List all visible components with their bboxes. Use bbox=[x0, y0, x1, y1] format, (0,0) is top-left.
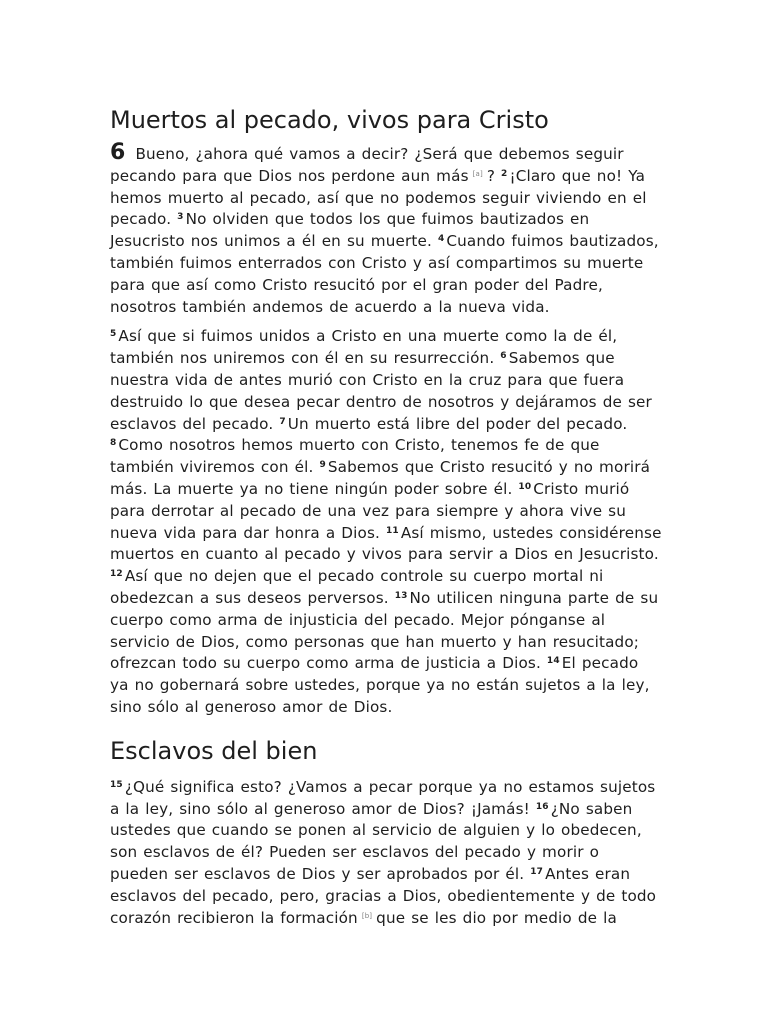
verse-text-17: Antes eran esclavos del pecado, pero, gracias a Dios, obedientemente y de todo corazón recibieron la formación bbox=[110, 864, 657, 927]
verse-number-4: 4 bbox=[437, 234, 445, 245]
document-page bbox=[110, 100, 662, 929]
verse-number-3: 3 bbox=[177, 212, 184, 223]
verse-text-1-end: ? bbox=[486, 166, 496, 185]
verse-text-13: No utilicen ninguna parte de su cuerpo como arma de injusticia del pecado. Mejor pónganse al servicio de Dios, como personas que han muerto y han resucitado; ofrezcan todo su cuerpo como arma de justicia a Dios. bbox=[110, 588, 659, 673]
verse-number-6: 6 bbox=[500, 351, 507, 362]
verse-text-15: ¿Qué significa esto? ¿Vamos a pecar porque ya no estamos sujetos a la ley, sino sólo al generoso amor de Dios? ¡Jamás! bbox=[110, 777, 656, 818]
section-heading-muertos: Muertos al pecado, vivos para Cristo bbox=[110, 106, 549, 134]
verse-number-5: 5 bbox=[110, 329, 117, 340]
verse-text-4: Cuando fuimos bautizados, también fuimos enterrados con Cristo y así compartimos su muerte para que así como Cristo resucitó por el gran poder del Padre, nosotros también andemos de acuerdo a la nueva vida. bbox=[110, 232, 659, 316]
verse-number-8: 8 bbox=[110, 438, 117, 449]
verse-number-7: 7 bbox=[279, 416, 286, 427]
verse-number-17: 17 bbox=[530, 866, 544, 877]
verse-number-12: 12 bbox=[110, 569, 123, 580]
verse-text-1: Bueno, ¿ahora qué vamos a decir? ¿Será que debemos seguir pecando para que Dios nos perdone aun más bbox=[110, 145, 624, 185]
section-heading-esclavos: Esclavos del bien bbox=[110, 736, 318, 765]
verse-number-16: 16 bbox=[535, 801, 549, 812]
verse-text-8: Como nosotros hemos muerto con Cristo, tenemos fe de que también viviremos con él. bbox=[110, 436, 600, 477]
verse-text-12: Así que no dejen que el pecado controle su cuerpo mortal ni obedezcan a sus deseos perversos. bbox=[110, 567, 604, 607]
verse-text-2: ¡Claro que no! Ya hemos muerto al pecado, así que no podemos seguir viviendo en el pecado. bbox=[110, 166, 647, 229]
verse-number-14: 14 bbox=[546, 656, 560, 667]
verse-text-16: ¿No saben ustedes que cuando se ponen al servicio de alguien y lo obedecen, son esclavos de él? Pueden ser esclavos del pecado y morir o pueden ser esclavos de Dios y ser aprobados por él. bbox=[110, 799, 642, 883]
verse-text-6: Sabemos que nuestra vida de antes murió con Cristo en la cruz para que fuera destruido lo que desea pecar dentro de nosotros y dejáramos de ser esclavos del pecado. bbox=[110, 349, 652, 433]
verse-number-15: 15 bbox=[110, 779, 123, 790]
verse-text-7: Un muerto está libre del poder del pecado. bbox=[287, 414, 628, 433]
verse-text-3: No olviden que todos los que fuimos bautizados en Jesucristo nos unimos a él en su muerte. bbox=[110, 210, 590, 251]
verse-number-11: 11 bbox=[385, 525, 399, 536]
verse-text-17-end: que se les dio por medio de la bbox=[376, 908, 617, 927]
footnote-link-b[interactable]: [b] bbox=[361, 911, 373, 920]
paragraph-3 bbox=[110, 777, 662, 930]
verse-text-10: Cristo murió para derrotar al pecado de una vez para siempre y ahora vive su nueva vida para dar honra a Dios. bbox=[110, 479, 630, 542]
chapter-number: 6 bbox=[110, 140, 126, 165]
verse-number-13: 13 bbox=[394, 590, 408, 601]
paragraph-1 bbox=[110, 142, 662, 318]
footnote-link-a[interactable]: [a] bbox=[472, 169, 483, 178]
verse-text-9: Sabemos que Cristo resucitó y no morirá más. La muerte ya no tiene ningún poder sobre él. bbox=[110, 458, 651, 498]
verse-text-14: El pecado ya no gobernará sobre ustedes, porque ya no están sujetos a la ley, sino sólo al generoso amor de Dios. bbox=[110, 654, 650, 716]
verse-text-11: Así mismo, ustedes considérense muertos en cuanto al pecado y vivos para servir a Dios en Jesucristo. bbox=[110, 523, 662, 564]
verse-number-10: 10 bbox=[518, 481, 532, 492]
verse-text-5: Así que si fuimos unidos a Cristo en una muerte como la de él, también nos uniremos con él en su resurrección. bbox=[110, 327, 618, 368]
verse-number-9: 9 bbox=[319, 460, 326, 471]
verse-number-2: 2 bbox=[501, 168, 508, 179]
paragraph-2 bbox=[110, 326, 662, 718]
